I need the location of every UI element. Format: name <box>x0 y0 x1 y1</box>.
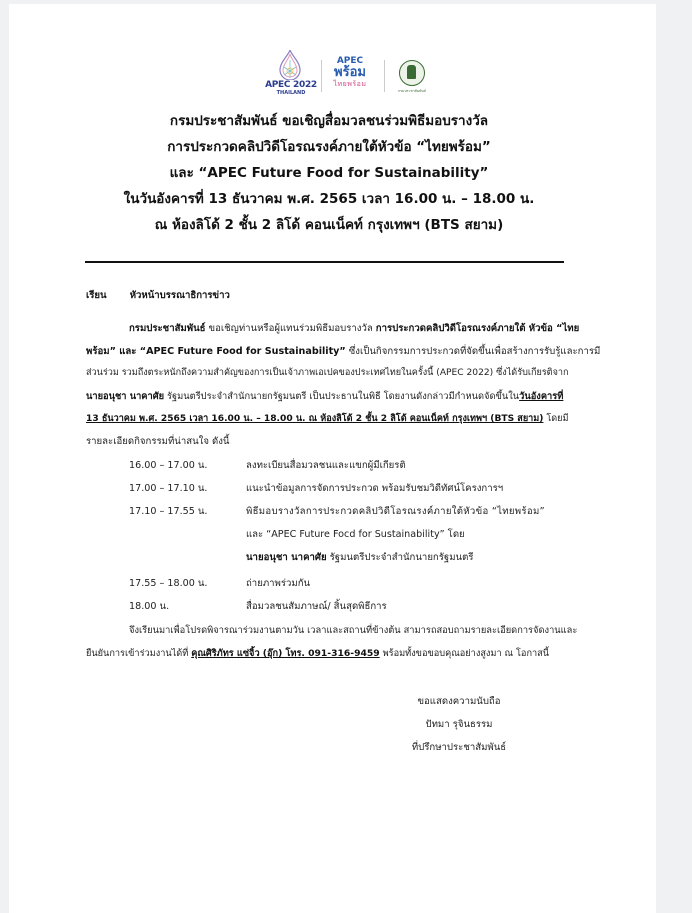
paragraph1-line <box>86 412 568 426</box>
logo-separator <box>321 60 322 92</box>
paragraph1-line <box>86 366 569 380</box>
schedule-desc: รัฐมนตรีประจำสำนักนายกรัฐมนตรี <box>326 552 474 563</box>
heading-line: การประกวดคลิปวิดีโอรณรงค์ภายใต้หัวข้อ “ไทยพร้อม” <box>167 139 491 155</box>
contest-name: การประกวดคลิปวิดีโอรณรงค์ภายใต้ หัวข้อ “ไทย <box>375 323 580 334</box>
logo-bar <box>265 50 435 98</box>
document-heading <box>69 108 589 238</box>
salutation-recipient: หัวหน้าบรรณาธิการข่าว <box>129 290 230 301</box>
prd-logo <box>397 60 427 96</box>
heading-line: กรมประชาสัมพันธ์ ขอเชิญสื่อมวลชนร่วมพิธีมอบรางวัล <box>169 113 489 129</box>
event-date-underlined: วันอังคารที่ <box>519 391 564 402</box>
ready-logo-apec: APEC <box>336 56 364 66</box>
contest-topic: พร้อม” และ “APEC Future Food for Sustainability” <box>86 346 346 357</box>
schedule-time: 16.00 – 17.00 น. <box>129 460 208 471</box>
apec-drop-icon <box>278 50 302 80</box>
schedule-desc: แนะนำข้อมูลการจัดการประกวด พร้อมรับชมวิดีทัศน์โครงการฯ <box>246 483 504 494</box>
heading-divider <box>85 261 564 263</box>
paragraph2-line <box>86 646 549 661</box>
text: ซึ่งเป็นกิจกรรมการประกวดที่จัดขึ้นเพื่อสร้างการรับรู้และการมี <box>345 346 601 357</box>
schedule-desc: ลงทะเบียนสื่อมวลชนและแขกผู้มีเกียรติ <box>246 460 406 471</box>
paragraph2-line <box>129 623 577 638</box>
apec-thai-ready-logo <box>328 56 372 96</box>
minister-name: นายอนุชา นาคาศัย <box>246 552 327 563</box>
paragraph1-line <box>86 344 600 359</box>
text: รัฐมนตรีประจำสำนักนายกรัฐมนตรี เป็นประธานในพิธี โดยงานดังกล่าวมีกำหนดจัดขึ้นใน <box>164 391 520 402</box>
minister-name: นายอนุชา นาคาศัย <box>86 391 165 402</box>
schedule-time: 17.00 – 17.10 น. <box>129 483 208 494</box>
event-datetime-venue-underlined: 13 ธันวาคม พ.ศ. 2565 เวลา 16.00 น. – 18.00 น. ณ ห้องลิโด้ 2 ชั้น 2 ลิโด้ คอนเน็คท์ กรุงเทพฯ (BTS สยาม) <box>86 414 544 424</box>
heading-line: ณ ห้องลิโด้ 2 ชั้น 2 ลิโด้ คอนเน็คท์ กรุงเทพฯ (BTS สยาม) <box>154 217 504 233</box>
ready-logo-sub: ไทยพร้อม <box>333 80 367 88</box>
schedule-time: 18.00 น. <box>129 601 170 612</box>
text: ยืนยันการเข้าร่วมงานได้ที่ <box>86 648 192 659</box>
heading-line: ในวันอังคารที่ 13 ธันวาคม พ.ศ. 2565 เวลา 16.00 น. – 18.00 น. <box>123 191 535 207</box>
apec-logo-text: APEC 2022 <box>265 80 317 90</box>
prd-seal-icon <box>399 60 425 86</box>
logo-separator <box>384 60 385 92</box>
text: โดยมี <box>543 414 569 424</box>
schedule-time: 17.10 – 17.55 น. <box>129 506 208 517</box>
schedule-desc: พิธีมอบรางวัลการประกวดคลิปวิดีโอรณรงค์ภายใต้หัวข้อ “ไทยพร้อม” <box>246 506 545 517</box>
text: พร้อมทั้งขอขอบคุณอย่างสูงมา ณ โอกาสนี้ <box>379 648 550 659</box>
paragraph1-line <box>129 321 579 336</box>
apec-2022-logo <box>265 50 315 98</box>
contact-person: คุณศิริภัทร แซ่จิ้ว (อุ๊ก) โทร. 091-316-9459 <box>191 648 380 659</box>
text: จึงเรียนมาเพื่อโปรดพิจารณาร่วมงานตามวัน เวลาและสถานที่ข้างต้น สามารถสอบถามรายละเอียดการจัดงานและ <box>129 625 578 636</box>
schedule-desc: และ “APEC Future Focd for Sustainability” โดย <box>246 529 465 540</box>
salutation <box>86 288 230 303</box>
heading-line: และ “APEC Future Food for Sustainability” <box>169 165 489 181</box>
signature-title: ที่ปรึกษาประชาสัมพันธ์ <box>411 742 507 753</box>
schedule-desc: ถ่ายภาพร่วมกัน <box>246 578 311 589</box>
text: ส่วนร่วม รวมถึงตระหนักถึงความสำคัญของการเป็นเจ้าภาพเอเปคของประเทศไทยในครั้งนี้ (APEC 2022) ซึ่งได้รับเกียรติจาก <box>86 368 569 378</box>
schedule-desc: สื่อมวลชนสัมภาษณ์/ สิ้นสุดพิธีการ <box>246 601 387 612</box>
schedule-time: 17.55 – 18.00 น. <box>129 578 208 589</box>
apec-logo-sub: THAILAND <box>276 90 306 96</box>
paragraph1-line <box>86 434 229 449</box>
prd-logo-caption: กรมประชาสัมพันธ์ <box>398 89 426 93</box>
text: ขอเชิญท่านหรือผู้แทนร่วมพิธีมอบรางวัล <box>205 323 376 334</box>
paragraph1-line <box>86 389 563 404</box>
text: รายละเอียดกิจกรรมที่น่าสนใจ ดังนี้ <box>86 436 230 447</box>
document-page <box>9 4 656 913</box>
org-name: กรมประชาสัมพันธ์ <box>129 323 206 334</box>
signature-name: ปัทมา รุจินธรรม <box>425 719 493 730</box>
ready-logo-main: พร้อม <box>334 65 366 80</box>
signature-closing: ขอแสดงความนับถือ <box>417 696 501 707</box>
salutation-label: เรียน <box>86 290 107 301</box>
